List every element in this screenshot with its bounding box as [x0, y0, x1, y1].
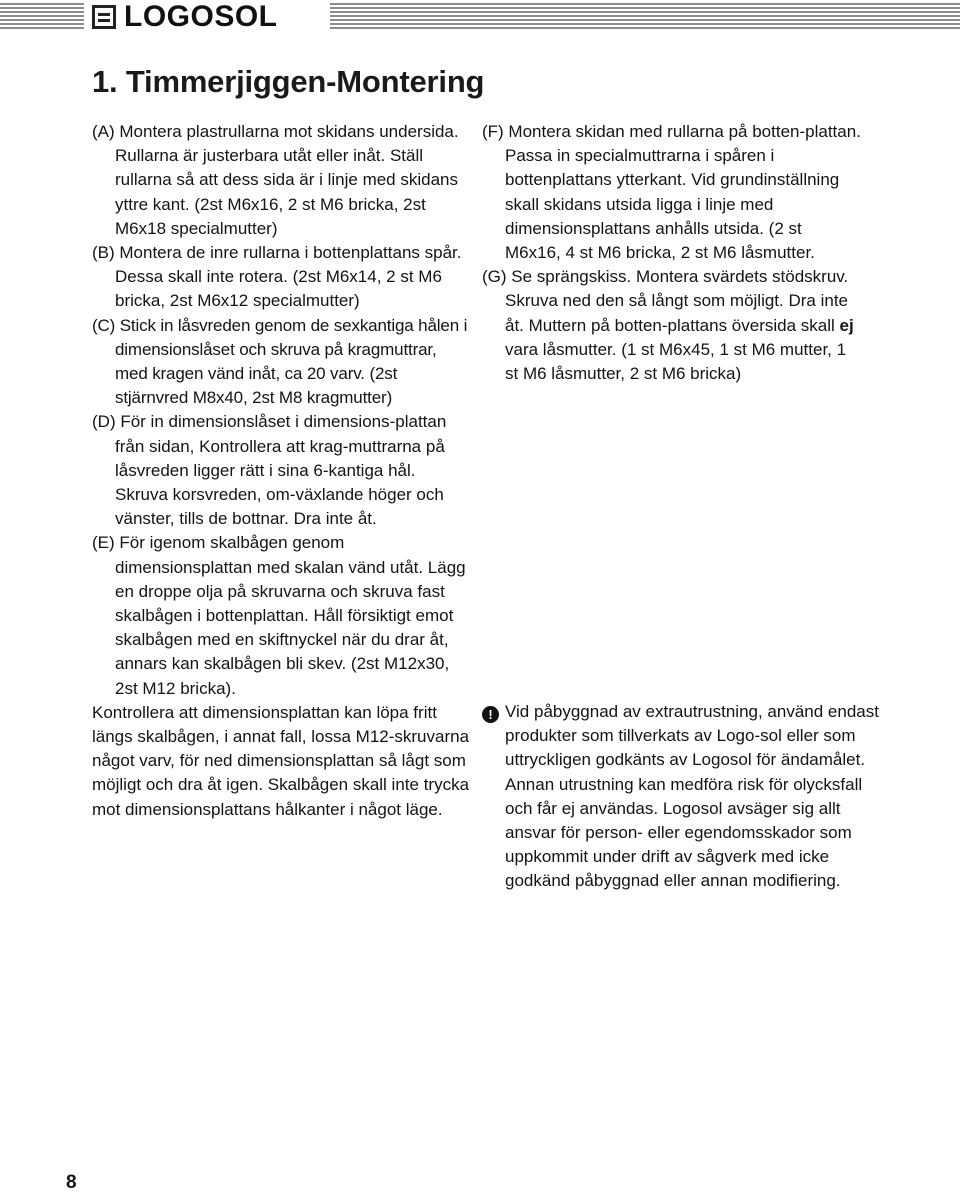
step-b: (B) Montera de inre rullarna i bottenplattans spår. Dessa skall inte rotera. (2st M6x14, 2 st M6 bricka, 2st M6x12 specialmutter) — [92, 243, 462, 311]
logosol-logo — [92, 0, 278, 34]
left-column — [92, 120, 470, 822]
page-number: 8 — [66, 1172, 77, 1193]
logosol-mark-icon — [92, 5, 116, 29]
step-g-text-before: (G) Se sprängskiss. Montera svärdets stödskruv. Skruva ned den så långt som möjligt. Dra inte åt. Muttern på botten-plattans översida skall — [482, 267, 849, 335]
step-a: (A) Montera plastrullarna mot skidans undersida. Rullarna är justerbara utåt eller inåt. Ställ rullarna så att dess sida är i linje med skidans yttre kant. (2st M6x16, 2 st M6 bricka, 2st M6x18 specialmutter) — [92, 122, 459, 238]
step-f: (F) Montera skidan med rullarna på botten-plattan. Passa in specialmuttrarna i spåren i bottenplattans ytterkant. Vid grundinställning skall skidans utsida ligga i linje med dimensionsplattans anhålls utsida. (2 st M6x16, 4 st M6 bricka, 2 st M6 låsmutter. — [482, 122, 861, 263]
step-d: (D) För in dimensionslåset i dimensions-plattan från sidan, Kontrollera att krag-muttrarna på låsvreden ligger rätt i sina 6-kantiga hål. Skruva korsvreden, om-växlande höger och vänster, tills de bottnar. Dra inte åt. — [92, 412, 447, 529]
logo-text: LOGOSOL — [124, 0, 278, 33]
exclamation-circle-icon: ! — [482, 706, 499, 723]
header-stripe-left — [0, 3, 84, 30]
step-g — [482, 265, 862, 386]
section-title: 1. Timmerjiggen-Montering — [92, 64, 485, 99]
header-stripe-right — [330, 3, 960, 30]
step-g-emphasis: ej — [839, 315, 854, 335]
right-column — [482, 120, 862, 386]
warning-text: Vid påbyggnad av extrautrustning, använd endast produkter som tillverkats av Logo-sol eller som uttryckligen godkänts av Logosol för ändamålet. Annan utrustning kan medföra risk för olycksfall och får ej användas. Logosol avsäger sig allt ansvar för person- eller egendomsskador som uppkommit under drift av sågverk med icke godkänd påbyggnad eller annan modifiering. — [505, 702, 879, 891]
step-g-text-after: vara låsmutter. (1 st M6x45, 1 st M6 mutter, 1 st M6 låsmutter, 2 st M6 bricka) — [505, 339, 847, 384]
warning-note — [482, 700, 885, 894]
step-e: (E) För igenom skalbågen genom dimensionsplattan med skalan vänd utåt. Lägg en droppe olja på skruvarna och skruva fast skalbågen i bottenplattan. Håll försiktigt emot skalbågen med en skiftnyckel när du drar åt, annars kan skalbågen bli skev. (2st M12x30, 2st M12 bricka). — [92, 533, 466, 698]
check-note: Kontrollera att dimensionsplattan kan löpa fritt längs skalbågen, i annat fall, lossa M12-skruvarna något varv, för ned dimensionsplattan så lågt som möjligt och dra åt igen. Skalbågen skall inte trycka mot dimensionsplattans hålkanter i något läge. — [92, 702, 470, 819]
step-c: (C) Stick in låsvreden genom de sexkantiga hålen i dimensionslåset och skruva på kragmuttrar, med kragen vänd inåt, ca 20 varv. (2st stjärnvred M8x40, 2st M8 kragmutter) — [92, 315, 468, 408]
